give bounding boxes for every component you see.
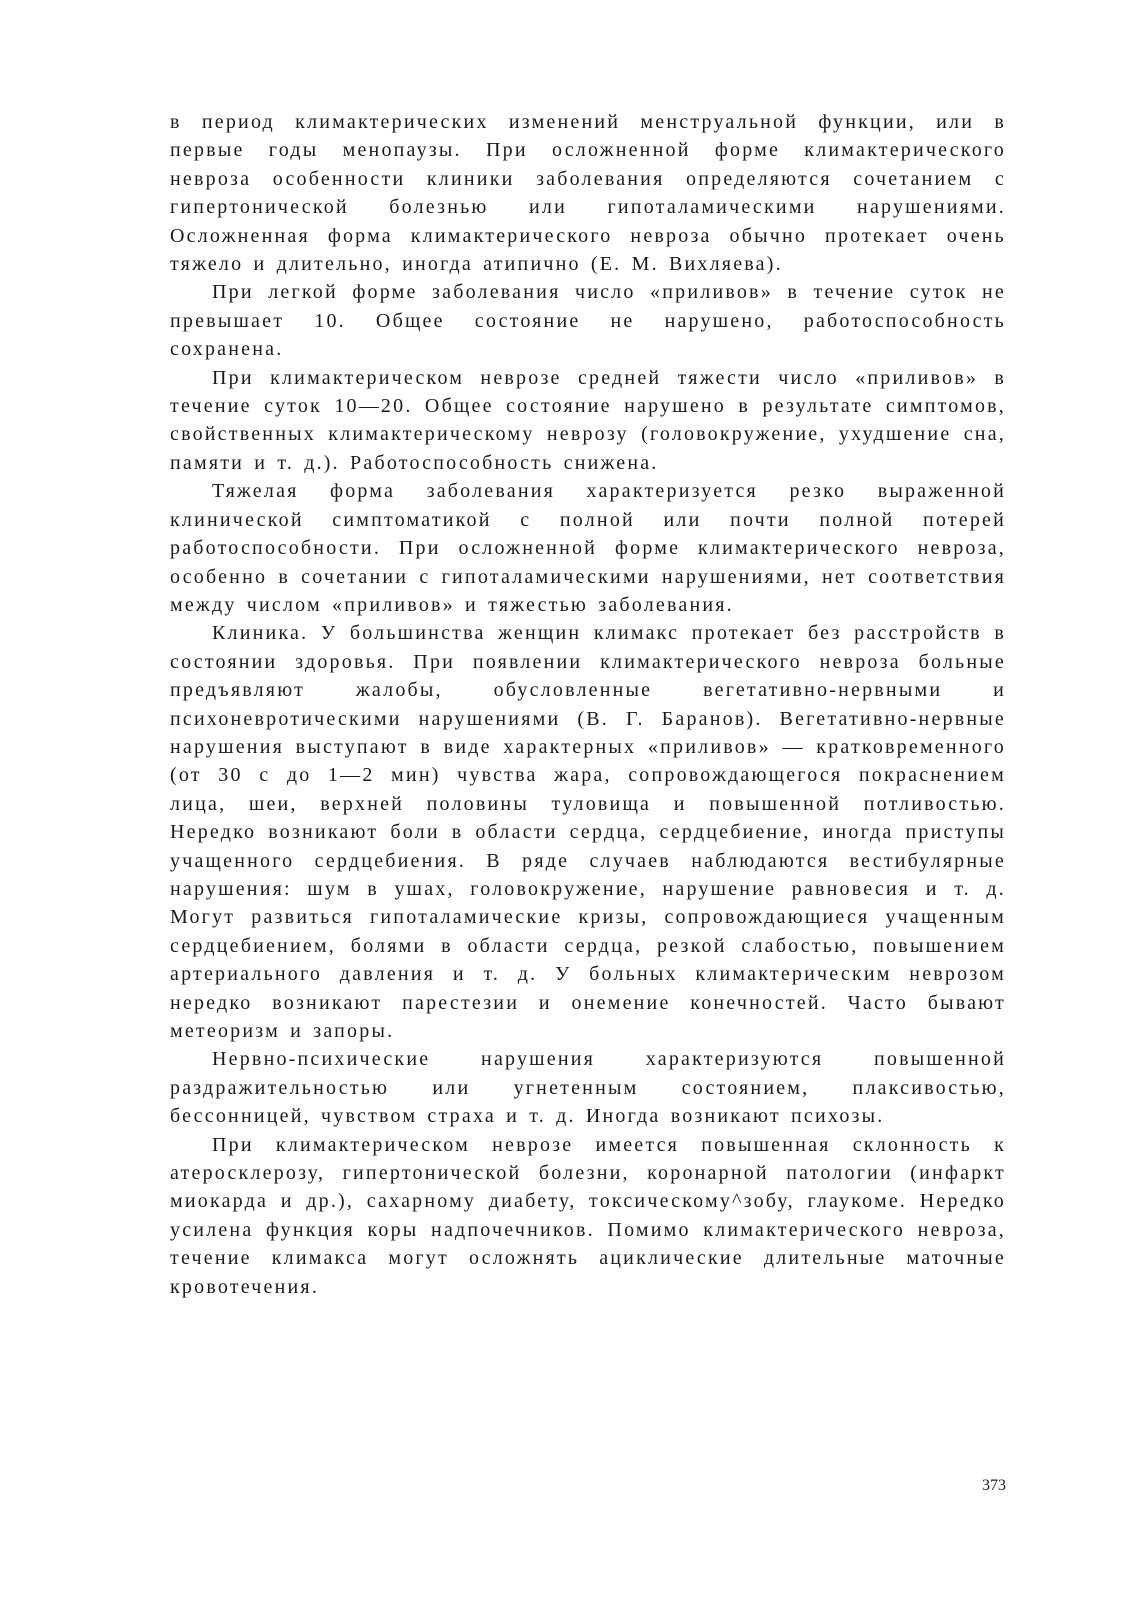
page-number: 373 — [982, 1477, 1006, 1494]
paragraph-severe-form: Тяжелая форма заболевания характеризуется резко выраженной клинической симптоматикой с полной или почти полной потерей работоспособности. При осложненной форме климактерического невроза, особенно в сочетании с гипоталамическими нарушениями, нет соответствия между числом «приливов» и тяжестью заболевания. — [170, 480, 1006, 616]
paragraph-continued: в период климактерических изменений менструальной функции, или в первые годы менопаузы. При осложненной форме климактерического невроза особенности клиники заболевания определяются сочетанием с гипертонической болезнью или гипоталамическими нарушениями. Осложненная форма климактерического невроза обычно протекает очень тяжело и длительно, иногда атипично (Е. М. Вихляева). — [170, 111, 1006, 276]
body-text — [170, 108, 1006, 1301]
paragraph-mild-form: При легкой форме заболевания число «приливов» в течение суток не превышает 10. Общее состояние не нарушено, работоспособность сохранена. — [170, 281, 1006, 361]
paragraph-complications: При климактерическом неврозе имеется повышенная склонность к атеросклерозу, гипертонической болезни, коронарной патологии (инфаркт миокарда и др.), сахарному диабету, токсическому^зобу, глаукоме. Нередко усилена функция коры надпочечников. Помимо климактерического невроза, течение климакса могут осложнять ациклические длительные маточные кровотечения. — [170, 1133, 1006, 1298]
paragraph-neuropsychic: Нервно-психические нарушения характеризуются повышенной раздражительностью или угнетенным состоянием, плаксивостью, бессонницей, чувством страха и т. д. Иногда возникают психозы. — [170, 1048, 1006, 1128]
paragraph-moderate-form: При климактерическом неврозе средней тяжести число «приливов» в течение суток 10—20. Общее состояние нарушено в результате симптомов, свойственных климактерическому неврозу (головокружение, ухудшение сна, памяти и т. д.). Работоспособность снижена. — [170, 366, 1006, 474]
paragraph-clinic: Клиника. У большинства женщин климакс протекает без расстройств в состоянии здоровья. При появлении климактерического невроза больные предъявляют жалобы, обусловленные вегетативно-нервными и психоневротическими нарушениями (В. Г. Баранов). Вегетативно-нервные нарушения выступают в виде характерных «приливов» — кратковременного (от 30 с до 1—2 мин) чувства жара, сопровождающегося покраснением лица, шеи, верхней половины туловища и повышенной потливостью. Нередко возникают боли в области сердца, сердцебиение, иногда приступы учащенного сердцебиения. В ряде случаев наблюдаются вестибулярные нарушения: шум в ушах, головокружение, нарушение равновесия и т. д. Могут развиться гипоталамические кризы, сопровождающиеся учащенным сердцебиением, болями в области сердца, резкой слабостью, повышением артериального давления и т. д. У больных климактерическим неврозом нередко возникают парестезии и онемение конечностей. Часто бывают метеоризм и запоры. — [170, 622, 1006, 1042]
